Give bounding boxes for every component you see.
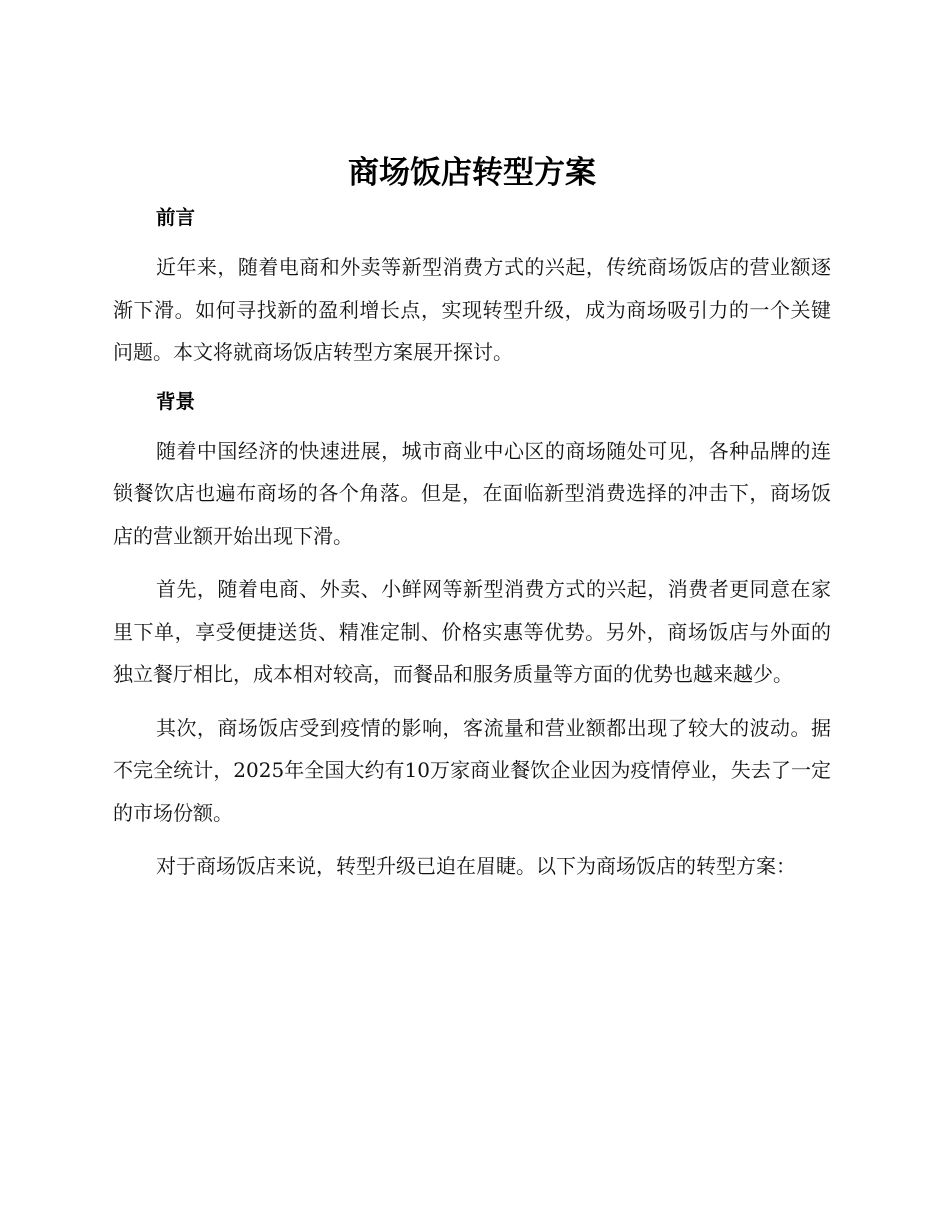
section-heading-background: 背景 <box>156 389 196 413</box>
paragraph-preface: 近年来，随着电商和外卖等新型消费方式的兴起，传统商场饭店的营业额逐渐下滑。如何寻找新的盈利增长点，实现转型升级，成为商场吸引力的一个关键问题。本文将就商场饭店转型方案展开探讨。 <box>113 255 831 364</box>
paragraph-background-4: 对于商场饭店来说，转型升级已迫在眉睫。以下为商场饭店的转型方案： <box>156 854 796 878</box>
paragraph-background-2: 首先，随着电商、外卖、小鲜网等新型消费方式的兴起，消费者更同意在家里下单，享受便捷送货、精准定制、价格实惠等优势。另外，商场饭店与外面的独立餐厅相比，成本相对较高，而餐品和服务质量等方面的优势也越来越少。 <box>113 577 831 686</box>
paragraph-background-1: 随着中国经济的快速进展，城市商业中心区的商场随处可见，各种品牌的连锁餐饮店也遍布商场的各个角落。但是，在面临新型消费选择的冲击下，商场饭店的营业额开始出现下滑。 <box>113 438 831 548</box>
paragraph-background-3: 其次，商场饭店受到疫情的影响，客流量和营业额都出现了较大的波动。据不完全统计，2025年全国大约有10万家商业餐饮企业因为疫情停业，失去了一定的市场份额。 <box>113 715 831 825</box>
document-title: 商场饭店转型方案 <box>348 155 596 191</box>
document-body <box>113 148 831 899</box>
section-heading-preface: 前言 <box>156 206 196 229</box>
